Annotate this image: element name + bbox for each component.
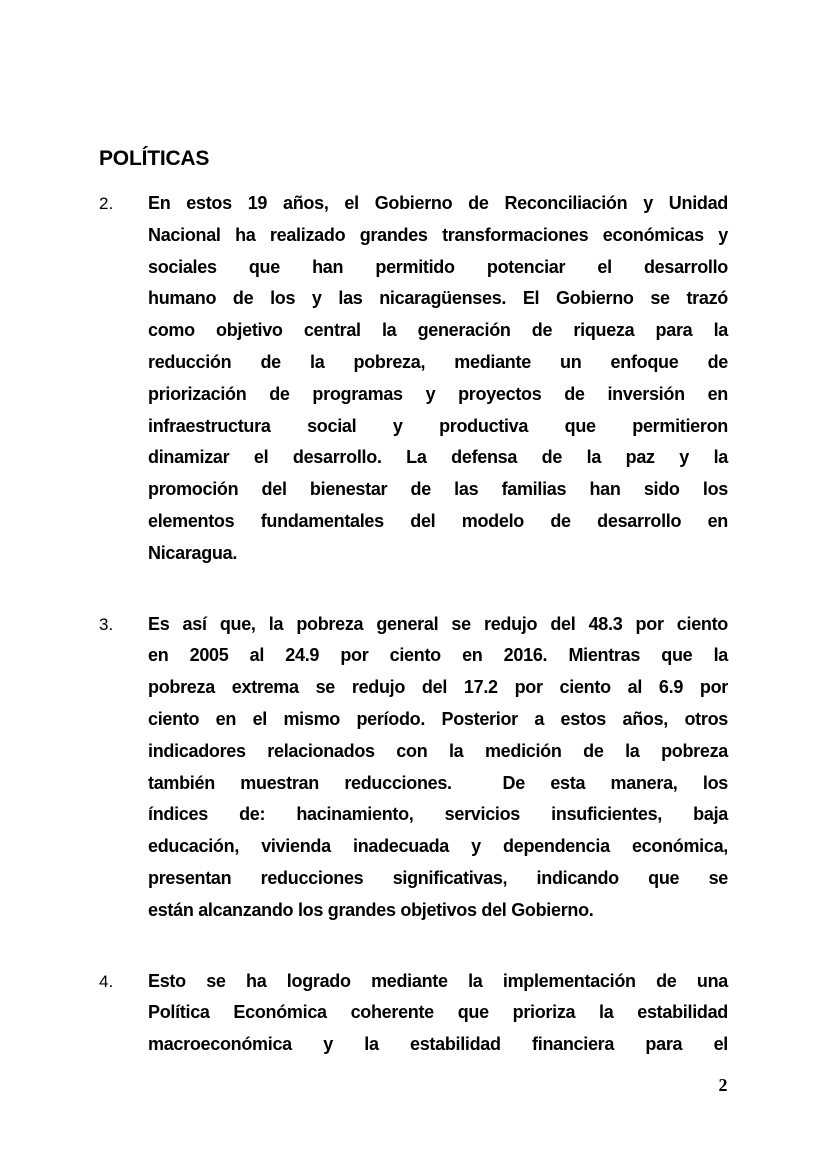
text-line: macroeconómica y la estabilidad financiera para el xyxy=(148,1034,728,1055)
text-line: reducción de la pobreza, mediante un enfoque de xyxy=(148,351,728,372)
text-line: como objetivo central la generación de riqueza para la xyxy=(148,320,728,341)
page-title: POLÍTICAS xyxy=(99,147,210,170)
paragraph-3 xyxy=(99,609,728,927)
text-line: ciento en el mismo período. Posterior a estos años, otros xyxy=(148,708,728,729)
text-line: indicadores relacionados con la medición de la pobreza xyxy=(148,740,728,761)
text-line: Nicaragua. xyxy=(148,542,238,563)
text-line: promoción del bienestar de las familias han sido los xyxy=(148,479,728,500)
paragraph-body xyxy=(148,966,728,1061)
paragraph-number: 4. xyxy=(99,971,114,991)
text-line: Política Económica coherente que prioriza la estabilidad xyxy=(148,1002,728,1023)
paragraph-body xyxy=(148,188,728,570)
text-line: En estos 19 años, el Gobierno de Reconciliación y Unidad xyxy=(148,193,728,213)
text-line: índices de: hacinamiento, servicios insuficientes, baja xyxy=(148,804,728,825)
text-line: dinamizar el desarrollo. La defensa de la paz y la xyxy=(148,447,728,468)
paragraph-number: 2. xyxy=(99,194,114,213)
paragraph-body xyxy=(148,609,728,927)
text-line: sociales que han permitido potenciar el desarrollo xyxy=(148,256,728,277)
text-line: humano de los y las nicaragüenses. El Gobierno se trazó xyxy=(148,288,728,309)
text-line: pobreza extrema se redujo del 17.2 por ciento al 6.9 por xyxy=(148,677,728,698)
text-line: en 2005 al 24.9 por ciento en 2016. Mientras que la xyxy=(148,645,728,666)
paragraph-2 xyxy=(99,188,728,570)
text-line: Nacional ha realizado grandes transformaciones económicas y xyxy=(148,224,728,245)
text-line: educación, vivienda inadecuada y dependencia económica, xyxy=(148,836,728,857)
text-line: también muestran reducciones. De esta manera, los xyxy=(148,772,728,793)
text-line: Esto se ha logrado mediante la implementación de una xyxy=(148,970,728,991)
page-number: 2 xyxy=(718,1075,728,1095)
text-line: priorización de programas y proyectos de inversión en xyxy=(148,383,728,404)
paragraph-number: 3. xyxy=(99,614,114,634)
text-line: Es así que, la pobreza general se redujo del 48.3 por ciento xyxy=(148,613,728,634)
text-line: presentan reducciones significativas, indicando que se xyxy=(148,867,728,888)
text-line: infraestructura social y productiva que permitieron xyxy=(148,415,728,436)
text-line: están alcanzando los grandes objetivos del Gobierno. xyxy=(148,899,594,920)
paragraph-4 xyxy=(99,966,728,1061)
text-line: elementos fundamentales del modelo de desarrollo en xyxy=(148,510,728,531)
